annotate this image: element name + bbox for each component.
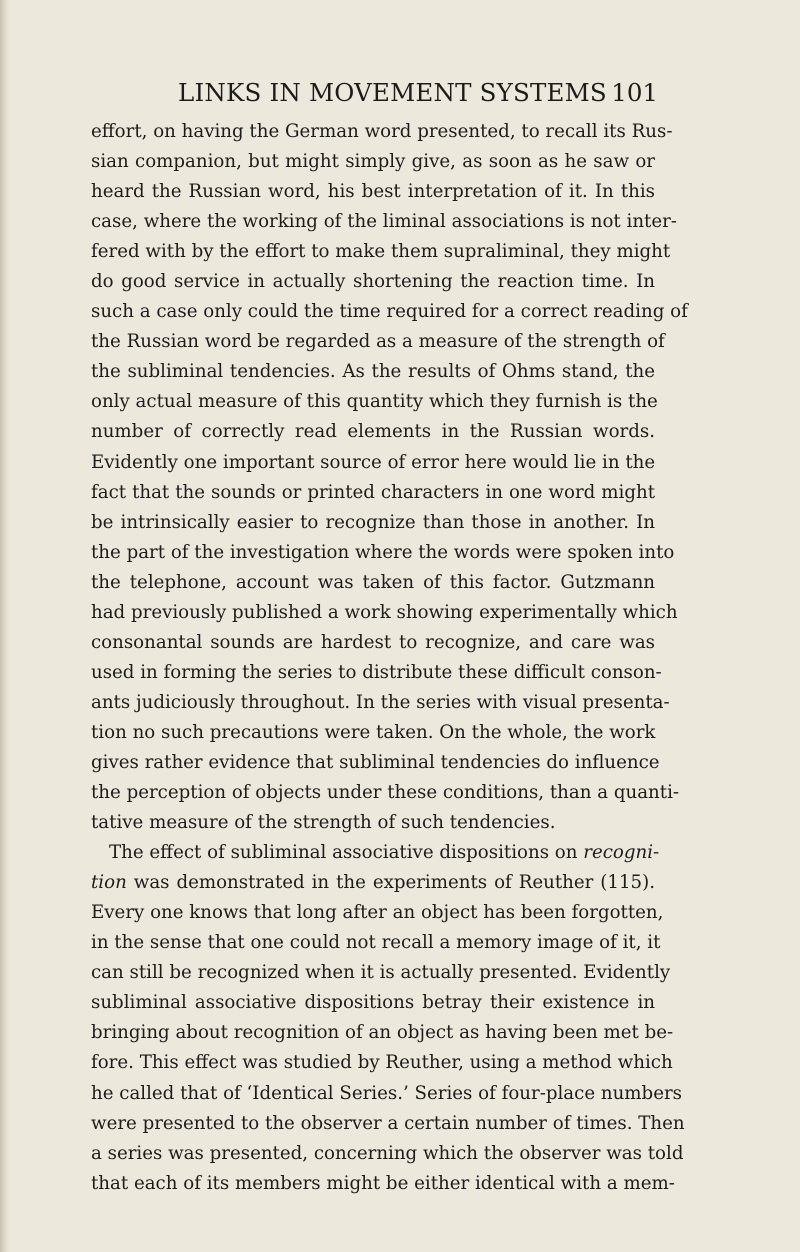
text-line: the subliminal tendencies. As the results of Ohms stand, the [91,361,655,383]
text-run: was demonstrated in the experiments of Reuther (115). [133,872,655,894]
text-line: tative measure of the strength of such tendencies. [91,812,556,834]
text-line: effort, on having the German word presented, to recall its Rus- [91,121,673,142]
text-line: ants judiciously throughout. In the series with visual presenta- [91,691,670,713]
text-line-paragraph-start [91,838,660,868]
text-line: fact that the sounds or printed characters in one word might [91,481,655,503]
text-line: consonantal sounds are hardest to recognize, and care was [91,631,655,653]
text-run: The effect of subliminal associative dispositions on [109,842,578,864]
text-line: sian companion, but might simply give, as soon as he saw or [91,151,655,173]
text-line: the part of the investigation where the words were spoken into [91,541,675,563]
text-line: Evidently one important source of error here would lie in the [91,451,656,473]
running-title: LINKS IN MOVEMENT SYSTEMS [178,78,607,107]
text-line: Every one knows that long after an object has been forgotten, [91,902,664,924]
emphasis-text: tion [91,872,127,894]
text-line: had previously published a work showing experimentally which [91,601,678,623]
text-line: can still be recognized when it is actually presented. Evidently [91,962,671,984]
body-text [91,117,688,1199]
text-line: a series was presented, concerning which the observer was told [91,1142,684,1164]
text-line: bringing about recognition of an object as having been met be- [91,1022,674,1044]
text-line: number of correctly read elements in the Russian words. [91,421,655,443]
text-line: the Russian word be regarded as a measure of the strength of [91,331,665,353]
text-line: case, where the working of the liminal associations is not inter- [91,211,677,233]
running-head [178,78,658,114]
text-line: heard the Russian word, his best interpretation of it. In this [91,181,655,203]
text-line: the perception of objects under these conditions, than a quanti- [91,782,680,804]
page-number: 101 [611,78,658,107]
text-line: only actual measure of this quantity which they furnish is the [91,391,658,413]
text-line: subliminal associative dispositions betray their existence in [91,992,655,1014]
text-line: fered with by the effort to make them supraliminal, they might [91,241,671,263]
text-line: were presented to the observer a certain number of times. Then [91,1112,685,1134]
text-line: that each of its members might be either identical with a mem- [91,1172,675,1194]
emphasis-text: recogni- [583,842,660,864]
text-line: be intrinsically easier to recognize than those in another. In [91,511,655,533]
text-line: tion no such precautions were taken. On the whole, the work [91,721,656,743]
text-line: in the sense that one could not recall a memory image of it, it [91,932,661,954]
text-line: used in forming the series to distribute these difficult conson- [91,661,662,683]
text-line: do good service in actually shortening the reaction time. In [91,271,655,293]
text-line: such a case only could the time required for a correct reading of [91,301,688,323]
page-binding-edge [0,0,10,1252]
text-line: he called that of ‘Identical Series.’ Series of four-place numbers [91,1082,682,1104]
text-line: gives rather evidence that subliminal tendencies do influence [91,751,660,773]
text-line [91,868,655,898]
text-line: fore. This effect was studied by Reuther, using a method which [91,1052,673,1074]
text-line: the telephone, account was taken of this factor. Gutzmann [91,571,655,593]
